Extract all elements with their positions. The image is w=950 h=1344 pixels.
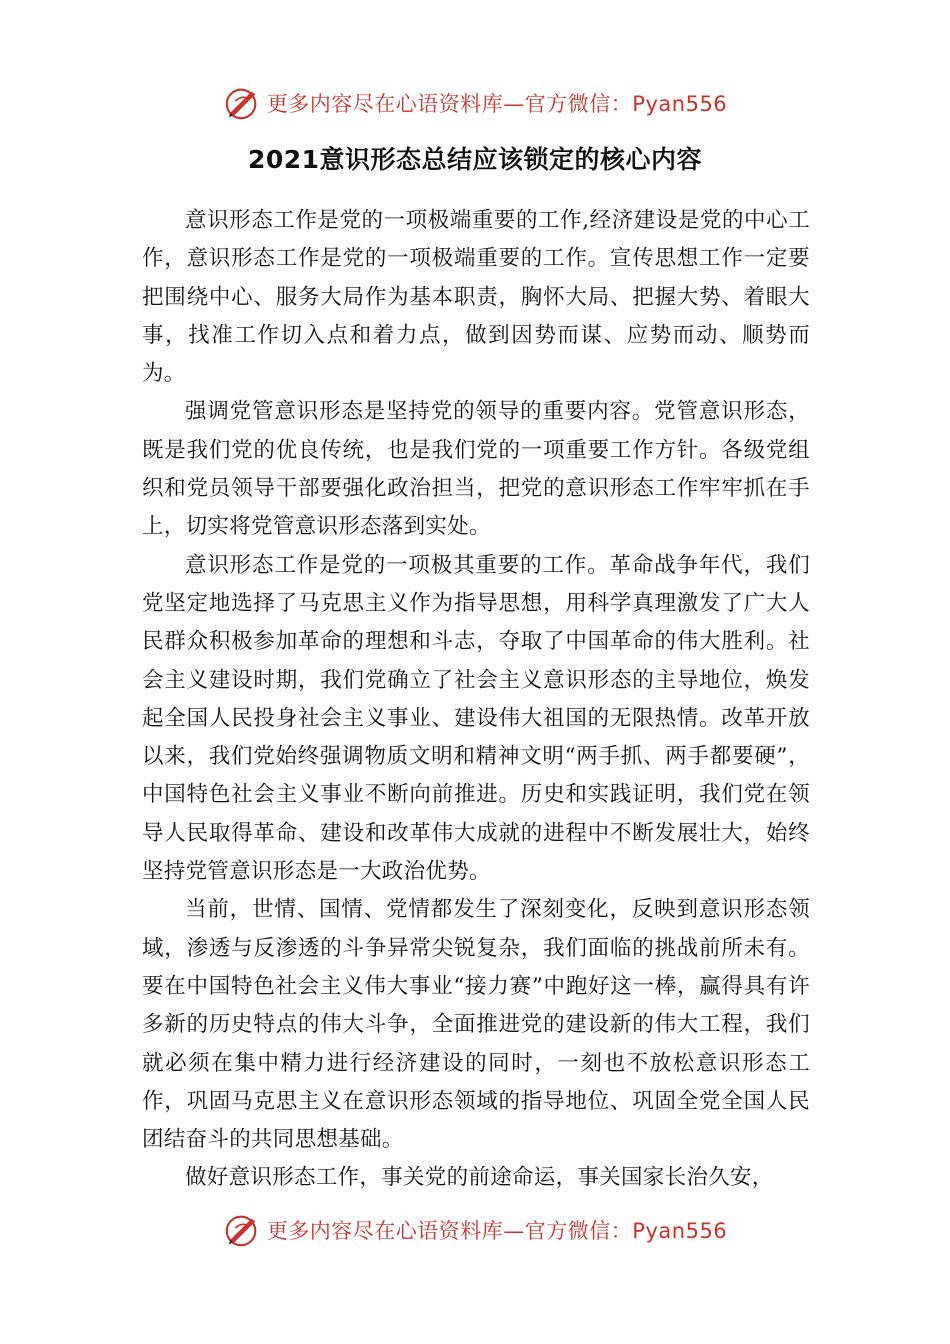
watermark-text: 更多内容尽在心语资料库—官方微信：Pyan556 <box>266 92 728 116</box>
document-title: 2021意识形态总结应该锁定的核心内容 <box>247 145 703 174</box>
document-body <box>142 202 810 1198</box>
paragraph: 意识形态工作是党的一项极其重要的工作。革命战争年代，我们党坚定地选择了马克思主义作为指导思想，用科学真理激发了广大人民群众积极参加革命的理想和斗志，夺取了中国革命的伟大胜利。社会主义建设时期，我们党确立了社会主义意识形态的主导地位，焕发起全国人民投身社会主义事业、建设伟大祖国的无限热情。改革开放以来，我们党始终强调物质文明和精神文明“两手抓、两手都要硬”，中国特色社会主义事业不断向前推进。历史和实践证明，我们党在领导人民取得革命、建设和改革伟大成就的进程中不断发展壮大，始终坚持党管意识形态是一大政治优势。 <box>142 552 810 885</box>
watermark-text: 更多内容尽在心语资料库—官方微信：Pyan556 <box>266 1219 728 1243</box>
paragraph: 意识形态工作是党的一项极端重要的工作,经济建设是党的中心工作，意识形态工作是党的一项极端重要的工作。宣传思想工作一定要把围绕中心、服务大局作为基本职责，胸怀大局、把握大势、着眼大事，找准工作切入点和着力点，做到因势而谋、应势而动、顺势而为。 <box>142 208 810 387</box>
paragraph: 当前，世情、国情、党情都发生了深刻变化，反映到意识形态领域，渗透与反渗透的斗争异常尖锐复杂，我们面临的挑战前所未有。要在中国特色社会主义伟大事业“接力赛”中跑好这一棒，赢得具有许多新的历史特点的伟大斗争，全面推进党的建设新的伟大工程，我们就必须在集中精力进行经济建设的同时，一刻也不放松意识形态工作，巩固马克思主义在意识形态领域的指导地位、巩固全党全国人民团结奋斗的共同思想基础。 <box>142 897 810 1153</box>
pen-logo-icon <box>223 84 261 122</box>
pen-logo-icon <box>223 1211 261 1249</box>
header-watermark-banner <box>0 83 950 123</box>
paragraph: 强调党管意识形态是坚持党的领导的重要内容。党管意识形态，既是我们党的优良传统，也是我们党的一项重要工作方针。各级党组织和党员领导干部要强化政治担当，把党的意识形态工作牢牢抓在手上，切实将党管意识形态落到实处。 <box>142 399 810 540</box>
paragraph: 做好意识形态工作，事关党的前途命运，事关国家长治久安， <box>185 1165 774 1191</box>
footer-watermark-banner <box>0 1210 950 1250</box>
